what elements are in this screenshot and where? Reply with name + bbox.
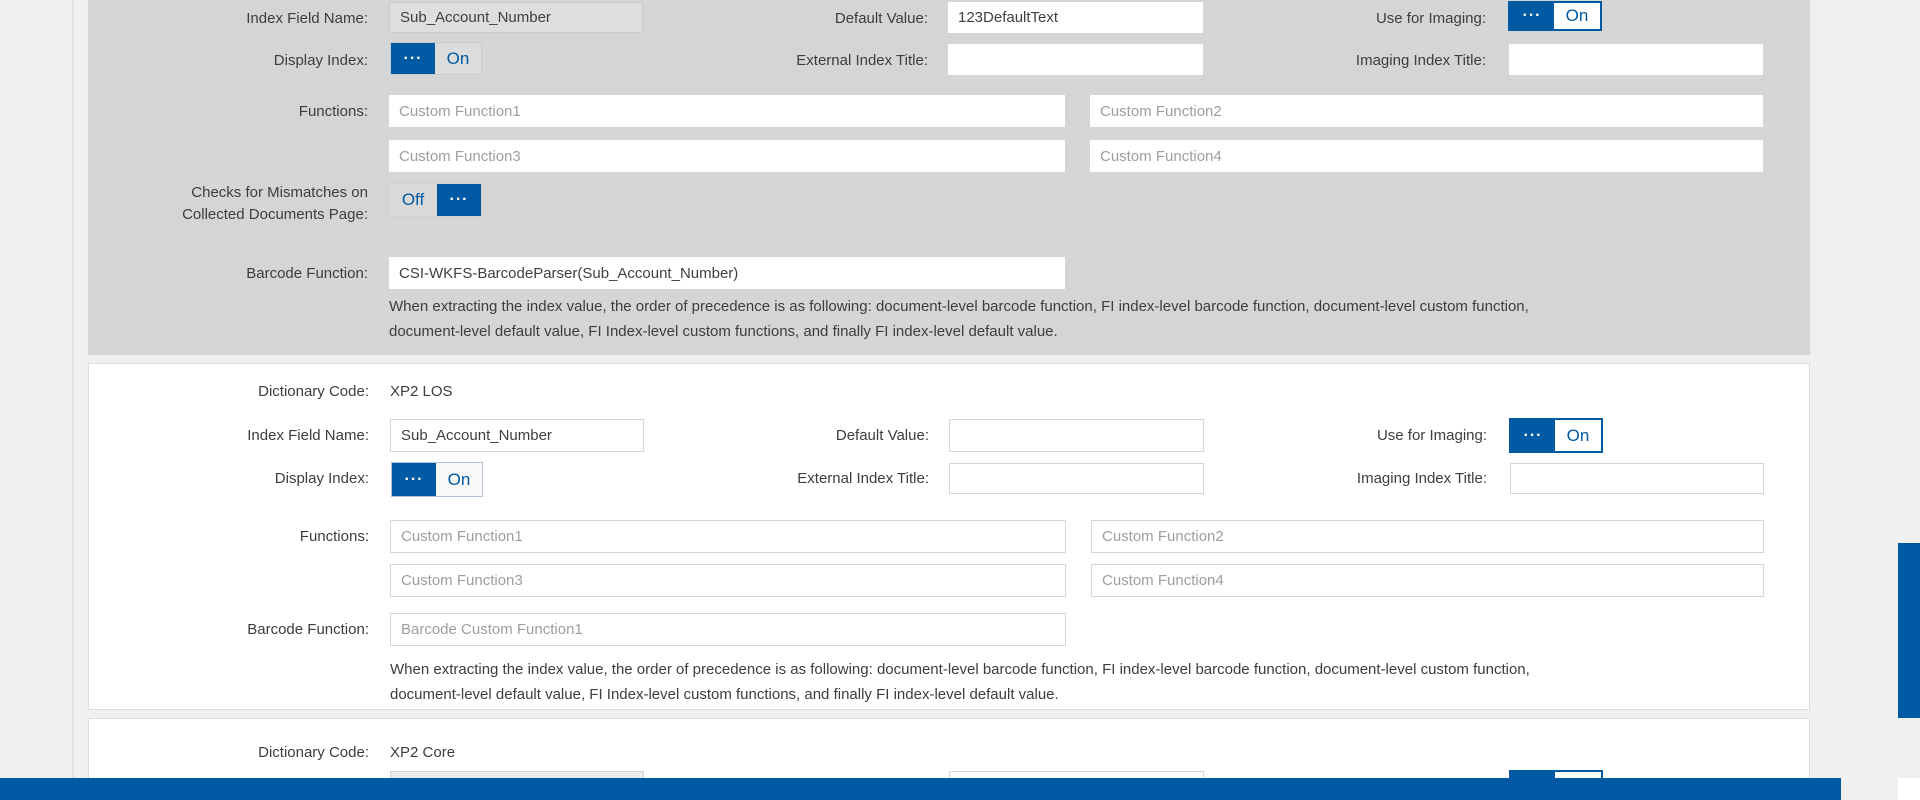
barcode-function-label: Barcode Function: — [246, 265, 368, 282]
scrollbar-corner — [1898, 778, 1920, 800]
external-index-title-input[interactable] — [948, 44, 1203, 75]
toggle-state-label: On — [1555, 420, 1601, 451]
toggle-state-label: On — [435, 43, 481, 74]
toggle-ellipsis-icon: ··· — [392, 463, 436, 496]
use-for-imaging-label: Use for Imaging: — [1375, 10, 1486, 27]
custom-function3-input[interactable] — [389, 140, 1065, 172]
barcode-function-input[interactable] — [389, 257, 1065, 289]
dictionary-code-value: XP2 Core — [390, 744, 456, 761]
imaging-index-title-label: Imaging Index Title: — [1355, 52, 1486, 69]
dictionary-code-label: Dictionary Code: — [258, 383, 369, 400]
default-value-label: Default Value: — [834, 10, 928, 27]
functions-label: Functions: — [298, 103, 368, 120]
checks-label-line2: Collected Documents Page: — [182, 206, 368, 223]
help-line1: When extracting the index value, the order of precedence is as following: document-level barcode function, FI index-level barcode function, document-level custom function, — [389, 298, 1529, 315]
display-index-label: Display Index: — [274, 470, 369, 487]
index-field-name-input[interactable] — [389, 2, 643, 33]
external-index-title-label: External Index Title: — [797, 470, 929, 487]
custom-function1-input[interactable] — [389, 95, 1065, 127]
vertical-scrollbar-thumb[interactable] — [1898, 543, 1920, 718]
precedence-help-text — [389, 294, 1819, 344]
custom-function2-input[interactable] — [1091, 520, 1764, 553]
imaging-index-title-input[interactable] — [1509, 44, 1763, 75]
imaging-index-title-input[interactable] — [1510, 463, 1764, 494]
index-field-name-label: Index Field Name: — [246, 10, 368, 27]
checks-for-mismatches-toggle[interactable] — [388, 183, 482, 217]
custom-function4-input[interactable] — [1090, 140, 1763, 172]
barcode-function-label: Barcode Function: — [247, 621, 369, 638]
index-card-fi-level — [88, 0, 1810, 355]
default-value-label: Default Value: — [835, 427, 929, 444]
toggle-ellipsis-icon: ··· — [391, 43, 435, 74]
default-value-input[interactable] — [949, 419, 1204, 452]
horizontal-scrollbar-thumb[interactable] — [0, 778, 1841, 800]
default-value-input[interactable] — [948, 2, 1203, 33]
display-index-toggle[interactable] — [391, 462, 483, 497]
external-index-title-label: External Index Title: — [796, 52, 928, 69]
toggle-ellipsis-icon: ··· — [437, 184, 481, 216]
index-field-name-input[interactable] — [390, 419, 644, 452]
index-card-xp2-los — [88, 363, 1810, 710]
display-index-label: Display Index: — [273, 52, 368, 69]
index-field-name-label: Index Field Name: — [247, 427, 369, 444]
checks-label-line1: Checks for Mismatches on — [191, 184, 368, 201]
custom-function4-input[interactable] — [1091, 564, 1764, 597]
checks-for-mismatches-label — [88, 182, 368, 226]
precedence-help-text — [390, 657, 1820, 707]
custom-function3-input[interactable] — [390, 564, 1066, 597]
custom-function1-input[interactable] — [390, 520, 1066, 553]
toggle-ellipsis-icon: ··· — [1511, 420, 1555, 451]
toggle-state-label: Off — [389, 184, 437, 216]
toggle-ellipsis-icon: ··· — [1510, 3, 1554, 29]
use-for-imaging-label: Use for Imaging: — [1376, 427, 1487, 444]
help-line2: document-level default value, FI Index-level custom functions, and finally FI index-level default value. — [390, 686, 1059, 703]
external-index-title-input[interactable] — [949, 463, 1204, 494]
custom-function2-input[interactable] — [1090, 95, 1763, 127]
left-panel-divider — [72, 0, 74, 800]
toggle-state-label: On — [436, 463, 482, 496]
use-for-imaging-toggle[interactable] — [1508, 1, 1602, 31]
dictionary-code-label: Dictionary Code: — [258, 744, 369, 761]
imaging-index-title-label: Imaging Index Title: — [1356, 470, 1487, 487]
use-for-imaging-toggle[interactable] — [1509, 418, 1603, 453]
help-line2: document-level default value, FI Index-level custom functions, and finally FI index-level default value. — [389, 323, 1058, 340]
toggle-state-label: On — [1554, 3, 1600, 29]
help-line1: When extracting the index value, the order of precedence is as following: document-level barcode function, FI index-level barcode function, document-level custom function, — [390, 661, 1530, 678]
functions-label: Functions: — [299, 528, 369, 545]
display-index-toggle[interactable] — [390, 42, 482, 75]
dictionary-code-value: XP2 LOS — [390, 383, 453, 400]
barcode-function-input[interactable] — [390, 613, 1066, 646]
